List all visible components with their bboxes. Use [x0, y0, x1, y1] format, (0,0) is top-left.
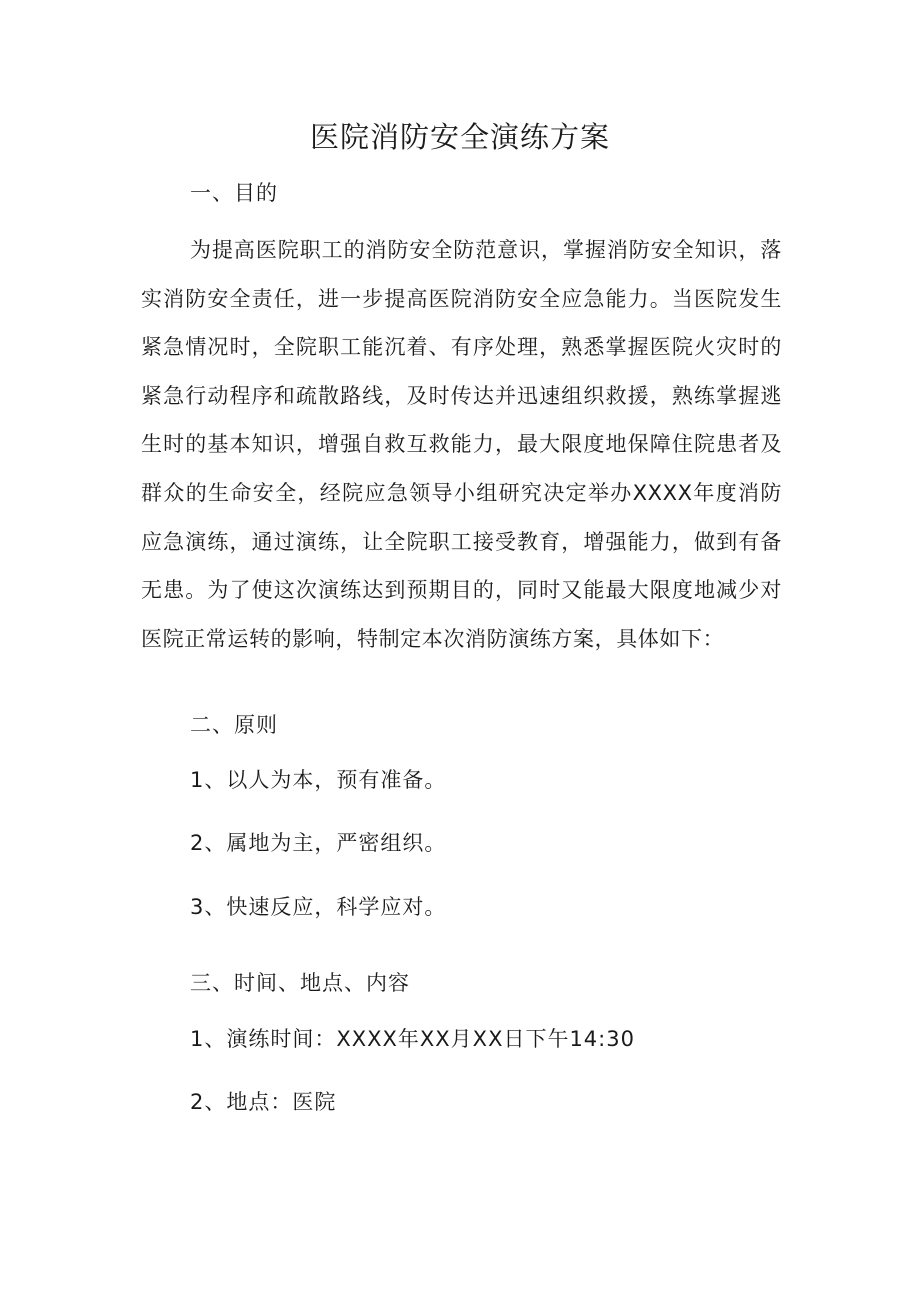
document-title: 医院消防安全演练方案 — [309, 120, 610, 154]
section-heading-purpose: 一、目的 — [190, 181, 278, 205]
section-heading-principles: 二、原则 — [190, 713, 278, 737]
principle-item: 2、属地为主，严密组织。 — [190, 831, 447, 855]
principle-item: 3、快速反应，科学应对。 — [190, 895, 447, 919]
section-heading-time-place-content: 三、时间、地点、内容 — [190, 971, 410, 995]
purpose-paragraph: 为提高医院职工的消防安全防范意识，掌握消防安全知识，落实消防安全责任，进一步提高医院消防安全应急能力。当医院发生紧急情况时，全院职工能沉着、有序处理，熟悉掌握医院火灾时的紧急行动程序和疏散路线，及时传达并迅速组织救援，熟练掌握逃生时的基本知识，增强自救互救能力，最大限度地保障住院患者及群众的生命安全，经院应急领导小组研究决定举办XXXX年度消防应急演练，通过演练，让全院职工接受教育，增强能力，做到有备无患。为了使这次演练达到预期目的，同时又能最大限度地减少对医院正常运转的影响，特制定本次消防演练方案，具体如下： — [141, 238, 782, 651]
drill-time-item: 1、演练时间：XXXX年XX月XX日下午14:30 — [190, 1027, 635, 1051]
drill-location-item: 2、地点：医院 — [190, 1090, 337, 1114]
principle-item: 1、以人为本，预有准备。 — [190, 768, 447, 792]
